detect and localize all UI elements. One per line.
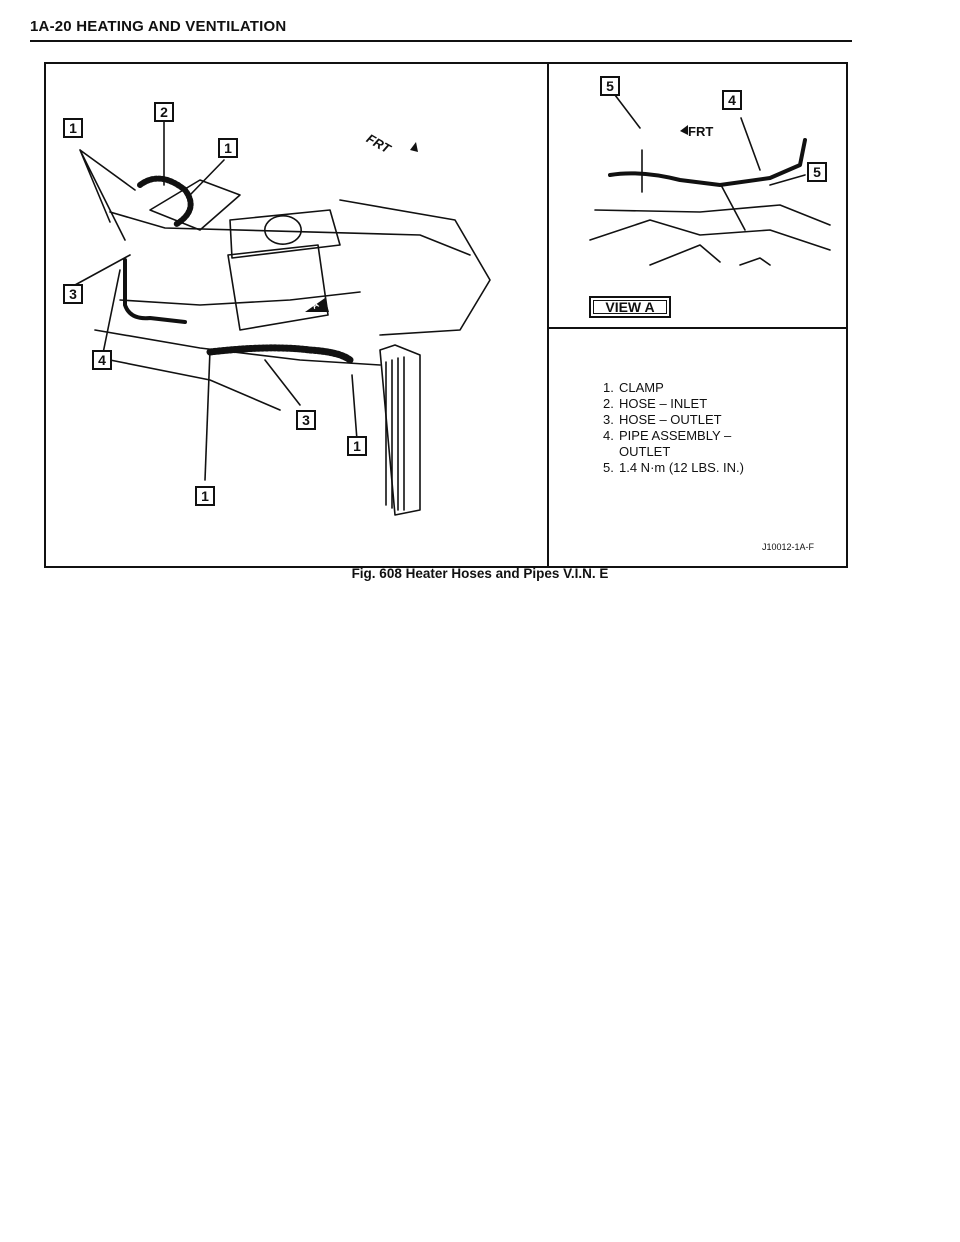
callout-main-3: 3 (63, 284, 83, 304)
frt-arrow-view-a (680, 125, 688, 135)
reservoir-body (228, 245, 328, 330)
legend-item: 3. HOSE – OUTLET (603, 412, 722, 427)
callout-main-3b: 3 (296, 410, 316, 430)
callout-main-4: 4 (92, 350, 112, 370)
view-a-bracket (650, 245, 720, 265)
view-a-marker-letter: A (309, 299, 321, 311)
frt-label-view-a: FRT (688, 124, 714, 139)
frt-arrow-main (410, 142, 418, 152)
leader-hose-outlet (265, 360, 300, 405)
legend-item: 1. CLAMP (603, 380, 664, 395)
callout-main-1c: 1 (347, 436, 367, 456)
callout-view-a-5b: 5 (807, 162, 827, 182)
view-a-pipe (610, 140, 805, 185)
frt-label-main: FRT (363, 130, 394, 157)
legend-item: 4. PIPE ASSEMBLY – (603, 428, 732, 443)
heater-hose-illustration (0, 0, 960, 600)
leader-pipe (75, 255, 130, 285)
view-a-title: VIEW A (589, 296, 671, 318)
leader-clamp-2 (190, 160, 224, 195)
view-a-engine-edge (595, 205, 830, 225)
view-a-leader-pipe (741, 118, 760, 170)
leader-clamp-3 (352, 375, 357, 440)
callout-main-1d: 1 (195, 486, 215, 506)
callout-main-2: 2 (154, 102, 174, 122)
view-a-leader-bolt (615, 95, 640, 128)
reservoir-top (230, 210, 340, 258)
page-header: 1A-20 HEATING AND VENTILATION (30, 18, 287, 35)
radiator-fins (386, 357, 404, 510)
callout-view-a-5: 5 (600, 76, 620, 96)
leader-clamp-1 (80, 150, 135, 240)
figure-code: J10012-1A-F (762, 542, 815, 552)
legend-item-continuation: OUTLET (619, 444, 671, 459)
parts-legend (603, 380, 843, 476)
callout-main-1b: 1 (218, 138, 238, 158)
callout-view-a-4: 4 (722, 90, 742, 110)
figure-caption: Fig. 608 Heater Hoses and Pipes V.I.N. E (351, 566, 609, 581)
leader-clamp-4 (205, 350, 210, 480)
callout-main-1: 1 (63, 118, 83, 138)
frame-rail (110, 360, 280, 410)
pipe-assembly-outlet (125, 260, 185, 322)
legend-item: 2. HOSE – INLET (603, 396, 708, 411)
view-a-frame (590, 220, 830, 250)
fender-line (340, 200, 490, 335)
reservoir-cap (265, 216, 301, 244)
view-a-bracket-2 (740, 258, 770, 265)
legend-item: 5. 1.4 N·m (12 LBS. IN.) (603, 460, 744, 475)
valve-cover (150, 180, 240, 230)
view-a-clamp-stem (721, 185, 745, 230)
hose-inlet (140, 179, 191, 225)
